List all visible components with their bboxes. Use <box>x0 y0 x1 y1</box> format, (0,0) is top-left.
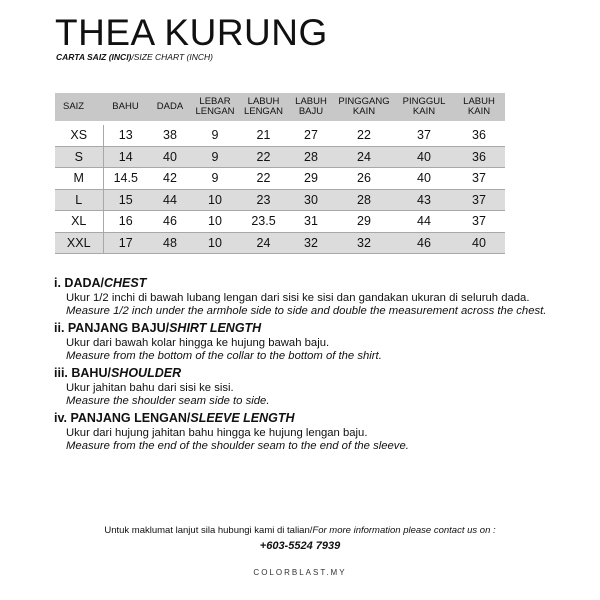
column-header-line: LABUH <box>463 96 495 107</box>
contact-line <box>0 525 600 537</box>
column-header-line: LENGAN <box>195 106 235 117</box>
contact-ms: Untuk maklumat lanjut sila hubungi kami di talian/ <box>104 525 313 536</box>
column-header <box>238 93 289 121</box>
note-item <box>54 276 554 317</box>
column-header-line: LEBAR <box>199 96 231 107</box>
note-english-text: Measure from the end of the shoulder seam to the end of the sleeve. <box>66 440 409 452</box>
measurement-cell: 21 <box>238 125 289 146</box>
table-row <box>55 168 505 190</box>
measurement-cell: 23 <box>238 189 289 211</box>
note-title-english: CHEST <box>104 276 147 290</box>
measurement-cell: 15 <box>103 189 148 211</box>
measurement-cell: 23.5 <box>238 211 289 233</box>
measurement-cell: 37 <box>453 211 505 233</box>
footer-website: COLORBLAST.MY <box>253 568 347 577</box>
measurement-cell: 14.5 <box>103 168 148 190</box>
note-malay-text: Ukur dari hujung jahitan bahu hingga ke hujung lengan baju. <box>66 427 368 439</box>
note-malay-text: Ukur dari bawah kolar hingga ke hujung bawah baju. <box>66 337 330 349</box>
measurement-notes <box>54 276 554 456</box>
measurement-cell: 24 <box>238 232 289 254</box>
measurement-cell: 40 <box>453 232 505 254</box>
table-row <box>55 125 505 146</box>
measurement-cell: 46 <box>148 211 192 233</box>
table-body <box>55 121 505 254</box>
column-header-line: LABUH <box>247 96 280 107</box>
column-header-line: BAJU <box>298 106 324 117</box>
note-english-text: Measure 1/2 inch under the armhole side to side and double the measurement across the chest. <box>66 305 547 317</box>
note-title <box>54 321 554 335</box>
column-header <box>333 93 395 121</box>
size-chart-table <box>55 93 505 254</box>
measurement-cell: 29 <box>333 211 395 233</box>
note-title-malay: i. DADA/ <box>54 276 104 290</box>
table-row <box>55 211 505 233</box>
column-header-line: DADA <box>156 101 184 112</box>
measurement-cell: 37 <box>453 189 505 211</box>
subtitle-rest: /SIZE CHART (INCH) <box>131 52 213 62</box>
measurement-cell: 32 <box>289 232 333 254</box>
page-title: THEA KURUNG <box>55 12 328 53</box>
table-row <box>55 232 505 254</box>
note-title <box>54 411 554 425</box>
column-header <box>453 93 505 121</box>
measurement-cell: 37 <box>395 125 453 146</box>
column-header-line: KAIN <box>467 106 491 117</box>
measurement-cell: 22 <box>333 125 395 146</box>
measurement-cell: 16 <box>103 211 148 233</box>
measurement-cell: 14 <box>103 146 148 168</box>
note-title-malay: ii. PANJANG BAJU/ <box>54 321 170 335</box>
measurement-cell: 37 <box>453 168 505 190</box>
measurement-cell: 48 <box>148 232 192 254</box>
column-header <box>55 93 103 121</box>
measurement-cell: 9 <box>192 146 238 168</box>
note-title <box>54 276 554 290</box>
measurement-cell: 26 <box>333 168 395 190</box>
measurement-cell: 40 <box>395 146 453 168</box>
column-header-line: SAIZ <box>63 101 85 112</box>
note-english-text: Measure the shoulder seam side to side. <box>66 395 270 407</box>
column-header-line: PINGGANG <box>338 96 390 107</box>
measurement-cell: 22 <box>238 168 289 190</box>
measurement-cell: 38 <box>148 125 192 146</box>
measurement-cell: 9 <box>192 125 238 146</box>
measurement-cell: 13 <box>103 125 148 146</box>
measurement-cell: 10 <box>192 189 238 211</box>
column-header <box>103 93 148 121</box>
measurement-cell: 10 <box>192 211 238 233</box>
note-item <box>54 366 554 407</box>
measurement-cell: 40 <box>148 146 192 168</box>
measurement-cell: 44 <box>148 189 192 211</box>
note-title <box>54 366 554 380</box>
measurement-cell: 43 <box>395 189 453 211</box>
table-row <box>55 189 505 211</box>
size-label-cell: L <box>55 189 103 211</box>
column-header-line: PINGGUL <box>402 96 446 107</box>
measurement-cell: 36 <box>453 146 505 168</box>
measurement-cell: 30 <box>289 189 333 211</box>
note-title-english: SHIRT LENGTH <box>169 321 262 335</box>
note-title-malay: iv. PANJANG LENGAN/ <box>54 411 191 425</box>
column-header-line: KAIN <box>352 106 376 117</box>
column-header <box>289 93 333 121</box>
note-malay-text: Ukur jahitan bahu dari sisi ke sisi. <box>66 382 234 394</box>
measurement-cell: 36 <box>453 125 505 146</box>
column-header <box>395 93 453 121</box>
size-label-cell: XS <box>55 125 103 146</box>
measurement-cell: 10 <box>192 232 238 254</box>
note-english-text: Measure from the bottom of the collar to the bottom of the shirt. <box>66 350 382 362</box>
measurement-cell: 44 <box>395 211 453 233</box>
note-item <box>54 321 554 362</box>
note-title-malay: iii. BAHU/ <box>54 366 111 380</box>
measurement-cell: 27 <box>289 125 333 146</box>
measurement-cell: 31 <box>289 211 333 233</box>
table-row <box>55 146 505 168</box>
measurement-cell: 22 <box>238 146 289 168</box>
measurement-cell: 9 <box>192 168 238 190</box>
column-header <box>192 93 238 121</box>
page-subtitle <box>56 53 213 62</box>
column-header-line: KAIN <box>412 106 436 117</box>
measurement-cell: 46 <box>395 232 453 254</box>
size-label-cell: M <box>55 168 103 190</box>
subtitle-bold: CARTA SAIZ (INCI) <box>56 52 132 62</box>
column-header-line: LENGAN <box>243 106 284 117</box>
size-label-cell: XL <box>55 211 103 233</box>
note-title-english: SLEEVE LENGTH <box>190 411 295 425</box>
measurement-cell: 42 <box>148 168 192 190</box>
column-header-line: BAHU <box>112 101 139 112</box>
note-item <box>54 411 554 452</box>
size-label-cell: XXL <box>55 232 103 254</box>
measurement-cell: 28 <box>289 146 333 168</box>
measurement-cell: 40 <box>395 168 453 190</box>
table-header-row <box>55 93 505 121</box>
contact-en: For more information please contact us on : <box>312 525 496 536</box>
contact-phone: +603-5524 7939 <box>259 540 341 552</box>
measurement-cell: 24 <box>333 146 395 168</box>
size-label-cell: S <box>55 146 103 168</box>
column-header <box>148 93 192 121</box>
measurement-cell: 29 <box>289 168 333 190</box>
note-title-english: SHOULDER <box>110 366 182 380</box>
measurement-cell: 17 <box>103 232 148 254</box>
measurement-cell: 28 <box>333 189 395 211</box>
measurement-cell: 32 <box>333 232 395 254</box>
column-header-line: LABUH <box>295 96 327 107</box>
note-malay-text: Ukur 1/2 inchi di bawah lubang lengan dari sisi ke sisi dan gandakan ukuran di seluruh dada. <box>66 292 530 304</box>
